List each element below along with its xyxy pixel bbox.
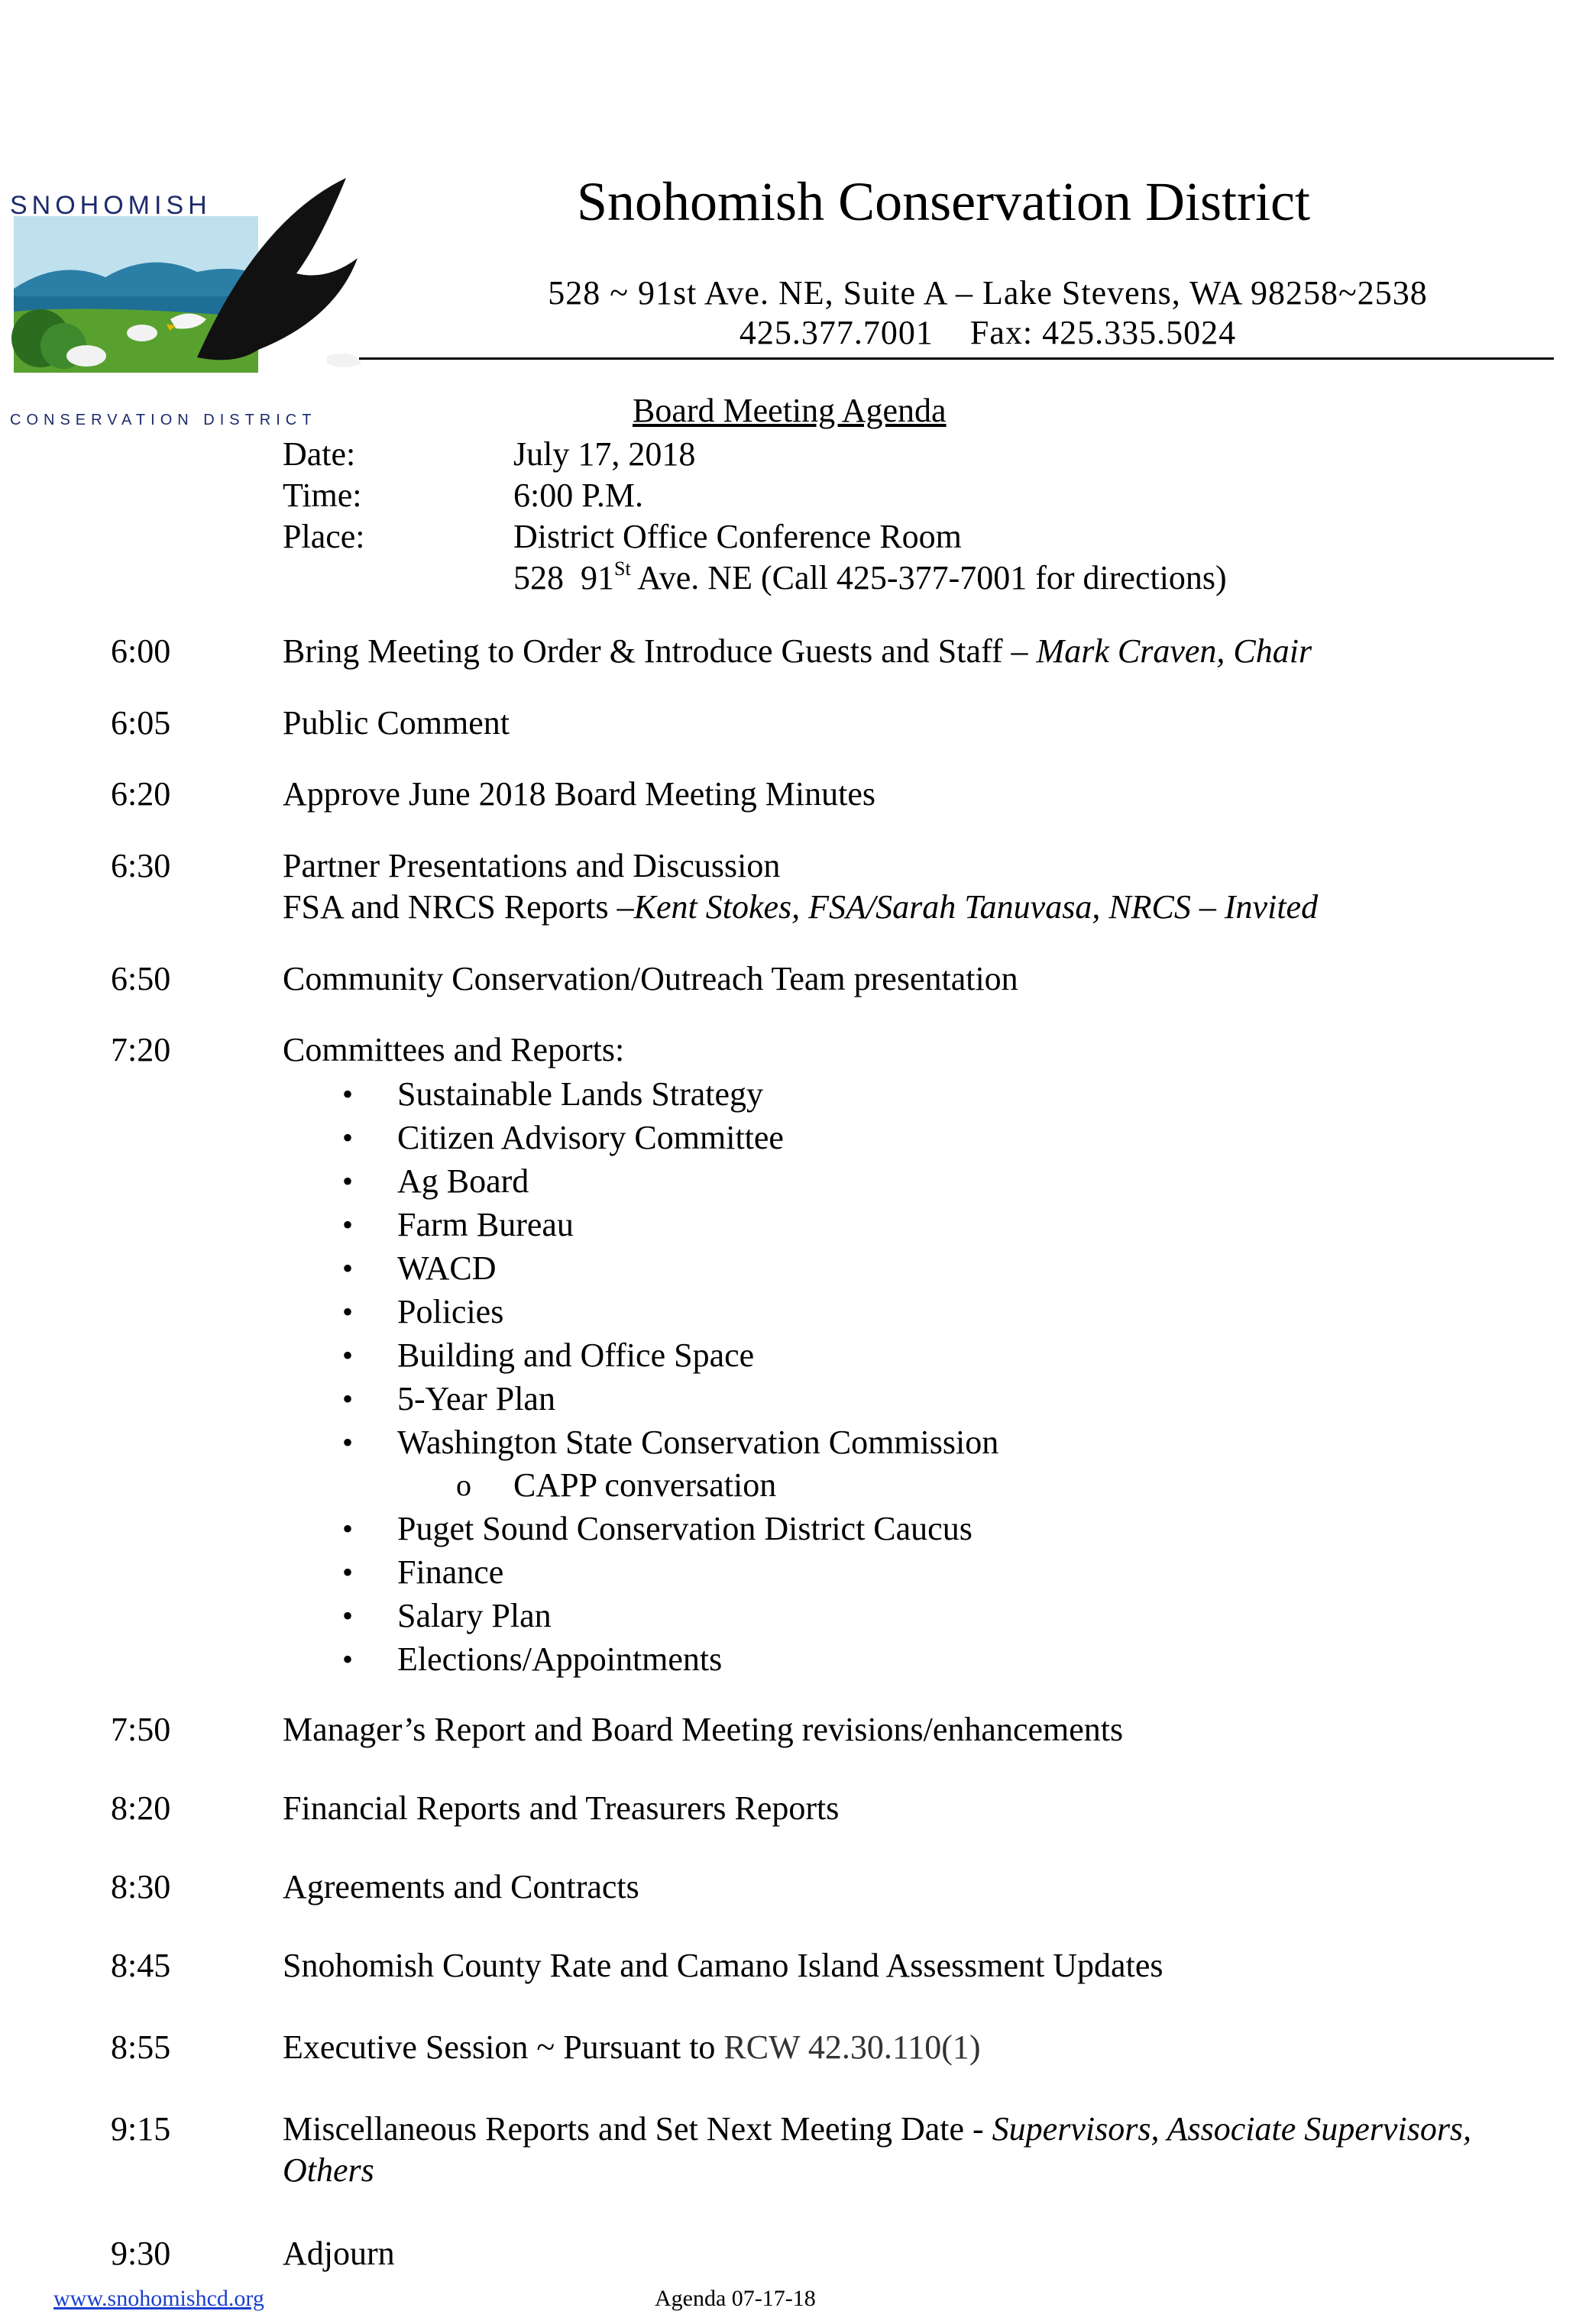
bullet-icon: •: [342, 1511, 354, 1546]
agenda-item: [283, 2027, 981, 2068]
logo-bottom-text: CONSERVATION DISTRICT: [10, 412, 317, 426]
place-address-b: Ave. NE (Call 425-377-7001 for directions): [630, 559, 1227, 596]
item-text: Miscellaneous Reports and Set Next Meeting Date -: [283, 2110, 992, 2148]
item-text: Financial Reports and Treasurers Reports: [283, 1789, 840, 1827]
item-text: Manager’s Report and Board Meeting revisions/enhancements: [283, 1711, 1124, 1748]
item-presenter: Supervisors, Associate Supervisors, Others: [283, 2110, 1472, 2189]
item-text: Executive Session ~ Pursuant to: [283, 2028, 724, 2066]
date-label: Date:: [283, 435, 356, 473]
bullet-icon: •: [342, 1251, 354, 1285]
time-value: 6:00 P.M.: [513, 477, 643, 514]
item-text: Committees and Reports:: [283, 1031, 625, 1068]
list-item: 5-Year Plan: [397, 1380, 555, 1417]
list-item: Elections/Appointments: [397, 1640, 723, 1678]
place-value: District Office Conference Room: [513, 518, 962, 555]
bullet-icon: •: [342, 1382, 354, 1416]
sub-bullet-icon: o: [456, 1468, 471, 1502]
bullet-icon: •: [342, 1338, 354, 1372]
place-address-a: 528 91: [513, 559, 614, 596]
item-time: 6:00: [111, 632, 171, 670]
item-time: 7:20: [111, 1031, 171, 1068]
item-time: 8:55: [111, 2028, 171, 2066]
date-value: July 17, 2018: [513, 435, 696, 473]
address-line: 528 ~ 91st Ave. NE, Suite A – Lake Stevens, WA 98258~2538: [548, 274, 1428, 312]
list-item: Sustainable Lands Strategy: [397, 1075, 764, 1113]
item-time: 8:30: [111, 1868, 171, 1905]
item-text: Approve June 2018 Board Meeting Minutes: [283, 775, 875, 813]
item-time: 6:50: [111, 960, 171, 997]
website-link[interactable]: www.snohomishcd.org: [53, 2286, 264, 2311]
item-text: Public Comment: [283, 704, 510, 742]
item-time: 9:30: [111, 2235, 171, 2272]
time-label: Time:: [283, 477, 362, 514]
item-presenter: – Mark Craven, Chair: [1011, 632, 1312, 670]
bullet-icon: •: [342, 1120, 354, 1155]
item-time: 8:45: [111, 1947, 171, 1984]
place-label: Place:: [283, 518, 365, 555]
list-item: Building and Office Space: [397, 1337, 755, 1374]
item-text: Snohomish County Rate and Camano Island Assessment Updates: [283, 1947, 1163, 1984]
bullet-icon: •: [342, 1598, 354, 1633]
list-item: Salary Plan: [397, 1597, 552, 1634]
item-presenter: Kent Stokes, FSA/Sarah Tanuvasa, NRCS – Invited: [633, 888, 1319, 926]
item-text: Community Conservation/Outreach Team presentation: [283, 960, 1018, 997]
list-item: Policies: [397, 1293, 504, 1330]
item-text: Agreements and Contracts: [283, 1868, 639, 1905]
list-item: Citizen Advisory Committee: [397, 1119, 784, 1156]
item-subline: [283, 887, 1318, 928]
item-time: 6:20: [111, 775, 171, 813]
rcw-reference: RCW 42.30.110(1): [723, 2028, 981, 2066]
list-item: WACD: [397, 1249, 497, 1287]
item-time: 6:30: [111, 847, 171, 884]
header-rule: [359, 357, 1554, 360]
agenda-item: [283, 631, 1312, 672]
org-name: Snohomish Conservation District: [577, 171, 1310, 232]
bullet-icon: •: [342, 1555, 354, 1589]
item-time: 6:05: [111, 704, 171, 742]
bullet-icon: •: [342, 1642, 354, 1676]
bullet-icon: •: [342, 1207, 354, 1242]
agenda-title: Board Meeting Agenda: [633, 392, 947, 429]
bullet-icon: •: [342, 1425, 354, 1459]
phone-line: 425.377.7001 Fax: 425.335.5024: [739, 314, 1237, 351]
bullet-icon: •: [342, 1077, 354, 1111]
footer-doc-label: Agenda 07-17-18: [655, 2286, 816, 2311]
list-item: Ag Board: [397, 1162, 529, 1200]
list-item: Finance: [397, 1553, 504, 1591]
item-text: Adjourn: [283, 2235, 395, 2272]
bullet-icon: •: [342, 1164, 354, 1198]
logo-top-text: SNOHOMISH: [10, 191, 212, 220]
item-time: 7:50: [111, 1711, 171, 1748]
item-text: Bring Meeting to Order & Introduce Guests and Staff: [283, 632, 1011, 670]
list-item: Farm Bureau: [397, 1206, 574, 1243]
item-text: Partner Presentations and Discussion: [283, 847, 781, 884]
place-address-sup: St: [614, 558, 631, 580]
sub-list-item: CAPP conversation: [513, 1466, 777, 1504]
agenda-item: [283, 2109, 1551, 2191]
bullet-icon: •: [342, 1295, 354, 1329]
eagle-landscape-logo-icon: [6, 174, 361, 426]
list-item: Puget Sound Conservation District Caucus: [397, 1510, 972, 1547]
item-time: 9:15: [111, 2110, 171, 2148]
place-address: [513, 558, 1227, 599]
item-subline-text: FSA and NRCS Reports –: [283, 888, 634, 926]
district-logo: [6, 174, 361, 426]
list-item: Washington State Conservation Commission: [397, 1424, 999, 1461]
item-time: 8:20: [111, 1789, 171, 1827]
address-block: [510, 273, 1465, 353]
